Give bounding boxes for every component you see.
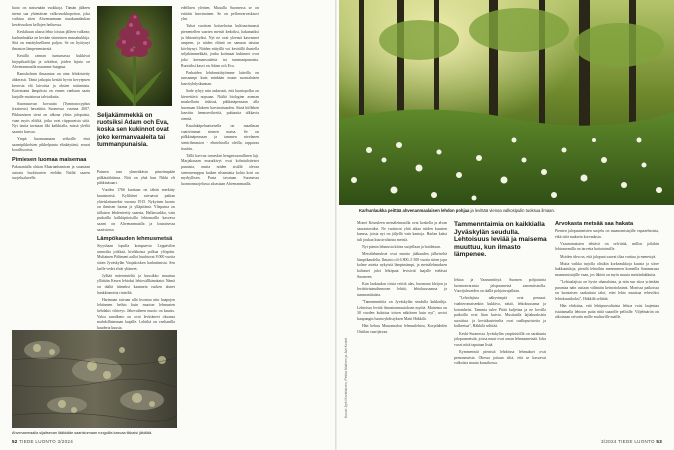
right-column-2 xyxy=(454,278,546,368)
body-paragraph: Parhaiden lehdonniittyömme laiteilla on runsaampi kuin minkään muun suomalaisen kasvityhdyskunnan. xyxy=(181,70,259,86)
issue-number: 3/2024 xyxy=(57,439,74,444)
body-paragraph: Tällä kavvaa tomeskin hengenvaarallinen laji. Marjakasaan muratkivyt ovat kolmiulotteiset punaista, mutta niiden sisällä olevaa sienenremppas kaiken nlsamiatta kohta koet on myrkyllisen. Pusta tavataan Suomessa luonnonsuojelussa aloastaan Ahvenanmaalla. xyxy=(181,153,259,186)
body-paragraph: Hän ehdottaa, että lehtipuuvaltaista lehtoa voisi laajentaa istuttamalla lehtoon puita niitä saaarille pelloille. Viljelmäriin on aikoinaan raivattu mölle multaville maille. xyxy=(555,304,659,320)
body-paragraph: "Tammenniiitta on Jyväskylän seudulla kukkailija. Lehtoissa leviää ilmastonmuutoksen myötä. Maisema on 30 vuoden kuluttua toisen näköinen kuin nyt", arvioi kaupungin luontoyhdistyksen Matti Häkkilä. xyxy=(357,300,447,321)
body-paragraph: Saarnasuvun kovuutta (Tymnonocyphus fraxineus) havaittiin Suomessa vuonna 2007. Pikkuruinen sieni on ulkona ylisin jalopuista, vaan myös elöiltä, jotka ovat riippuvaisia siitä. Nyt tautia tavataan liki kaikkialla, missä yleiltä saarnia kasvaa. xyxy=(12,101,90,134)
body-paragraph: Nyt pienin lehmusta kiitea suojellaan ja hoidetaan. xyxy=(362,244,441,249)
body-paragraph: Sade ryhyy niin ankarasti, että luontopolku on kierrettävä nopsaan. Näiltä biologien aseman maskellarin tiskissä, pähkinäpensaan alla huomaan lilokeen harvinaisuuden. Siinä kiilleken kasvitin hennonvihreitä, puhtautta ulkkavia siemiä. xyxy=(181,89,259,122)
subheading: Lämpökauden lehmusmetsä xyxy=(97,236,173,243)
body-paragraph: Jylhää mäenrinteltä ja kuusikko muuttuu yllättäin Keurn lehtoksi lehtovällkämätatoi Nämä on täältä itämeksi kaanneia ruoken alueet hankkinnoitta rinteiltä. xyxy=(97,273,175,295)
body-paragraph: Kasalakäpehaaisenella on maailman vaativimmat siemen maisa. Se on pälkkinäpensaan ja tammen nivelanen sienirihmaston - elintehtoilla oleilla; tappavaa itseään. xyxy=(181,124,259,151)
subheading: Pimiesen luomaa maisemaa xyxy=(12,156,87,163)
body-paragraph: Ramsholmin ilmaantua on aina lehdoistetty ahkerasti. Tämä jatkopiu kestää hyvin kevyepuen kerrosta elä latvoista ja oksien taittamista. Kuivatunta lämpöista on ennen vanhaan saatu karjalle muistorua talviaikatta. xyxy=(12,72,90,99)
body-paragraph: Keskikuun alussa lehto toistaa jälleen valkeaa; karhunlaukka on kevään viimeinen massakukkija. Sitä on ennätyksellinen paljon. Se on hyötynyt ilmaston lämpenemisestä. xyxy=(12,29,90,51)
caption-rest: ja levittää vienoa valkosipulin tuoksua ilmaan. xyxy=(470,208,555,213)
issue-number: 3/2024 xyxy=(600,439,617,444)
photo-credit: Kuvat: Jyrki Kortelainen, Pekka Malinen ja Jari Kostet xyxy=(344,337,348,418)
orchid-image xyxy=(97,6,172,106)
right-folio xyxy=(601,439,662,444)
tree-trunk-photo xyxy=(12,330,177,428)
right-column-3 xyxy=(555,221,659,323)
body-paragraph: luoto on sinisenään vuokkoja. Tämän jälkeen niemi saa yhtenäisen valkovuokkopeiton, joka vaihtuu siten Ahvenanmaan maakuntakukan kevätvuokon kellojen heiluessa. xyxy=(12,6,90,27)
magazine-name: TIEDE LUONTO xyxy=(19,439,56,444)
forest-photo-caption xyxy=(359,208,659,213)
body-paragraph: edellisen yleinen. Muualla Suomessa se on erittäin harvinainen. Se on pellonvarvaskasvi ylni. xyxy=(181,6,259,22)
subheading: Arvokasta metsää saa hakata xyxy=(555,221,634,227)
body-paragraph: Hän kehuu Muuramalon lehmuslehtoa, Korpilahden Oittilan vaarijärvaa. xyxy=(357,324,447,334)
body-paragraph: Vsaanomaisten tehtävä on selvittää, millon joilakin lehtoasemilla on tarvetta hoitotoimille. xyxy=(555,241,659,252)
page-number: 53 xyxy=(656,439,662,444)
right-column-1 xyxy=(357,221,447,337)
body-paragraph: Paimen taas yhmeäkäsin pimeämpään pälkästähtiinsa. Näit on yhtä kun Nikki eli pähkinäsaari. xyxy=(97,170,175,186)
body-paragraph: Hartmaan taivaan alla kvontaa niin haapojen lehtiamen heihto kuin muoton lehmusten hehdakis vihireys. Jäkevaiheen muoto on kaunis. Valoa sanalkeno on ovat levittäneet oksansa mahdollisimman laajalle. Lehtiltä on vaeltanilla kauderta kuusia. xyxy=(97,297,175,330)
orchid-photo xyxy=(97,6,172,106)
body-paragraph: Tuhat vuotisen kotiaehotus kulttuurimaasti pienentellen saarten metsät kedoiksi, hakamaiksi ja lehtoniityiksi. Nyt ne ovat yleensä kasvaneet umpeen, ja niiden eläinä on samaan taistun kövhtynyt. Näiden niityillä voi keväällä ihastella seljakämmekkää, jonka kotimaat kukinnot ovat joko kermanvaaleita tai tummanpunaisia. Ruotsiksi kasvi on Adam och Eva. xyxy=(181,24,259,68)
caption-lead: Karhunlaukka peittää ahvenanmaalaisen lehdon pohjaa xyxy=(359,208,470,213)
page-number: 52 xyxy=(12,439,18,444)
pull-quote-oak: Tammenntaimia on kaikkialla Jyväskylän seudulla. Lehtoisuus leviää ja maisema muuttuu, kun ilmasto lämpenee. xyxy=(454,221,547,259)
body-paragraph: Mutta vaikka tarjolla olisikin korkeaukkoja kuusia ja siirre hakkuutuloja, pienilä lehtoihin menemmen komeilla Sammarusa maanomistajille vaan, jos lähteä on myös muuta metsänhakkuita. xyxy=(555,261,659,278)
body-paragraph: Metsälehmukset ovat muisto jääkauden jälkeiseltä lämpökaudelta. Ilmasto oli 6 800–5 500 vuotta sitten jopa kolme astetta nykyistä lämpimämpi, ja metsälehmuksen kaltaiset jalot lehtipuut levisivät laajalle etelässä Suomeen. xyxy=(357,252,447,279)
body-paragraph: Pakasantalla ohitan Maarianhamiran ja suuntaan autosta huolitsarien eteläån Näiltä saaren suojelualueelle. xyxy=(12,164,90,181)
right-page xyxy=(337,0,674,450)
body-paragraph: "Lehtoalajisto on hyvin uhanalaista, ja niin suo sitoa yritetään parantaa näin ositaan välimäin keinottoksinni. Monissa paikoissa on luontaisen saakuttuia talot, ettei lehto muuttua rehevöksi lehtokuusikoksi", Häkkilä selittää. xyxy=(555,280,659,301)
body-paragraph: Ympä huomaamaan seikoille etuä saarnipikkelsien pikkelpunta elinkäytänä, seurat korallisorisia. xyxy=(12,137,90,153)
body-paragraph: Kymmenistä pienistä lehdoissa lehmukset ovat pensasmaisia. Ohessa joitaan siltä, että se kasvavat valkoista muuta kuusikossa. xyxy=(454,349,546,366)
left-column-1 xyxy=(12,6,90,183)
left-page xyxy=(0,0,336,450)
pull-quote-orchid: Seljakämmekkä on ruotsiksi Adam och Eva, koska sen kukinnot ovat joko kermanvaaleita tai tummanpunaisia. xyxy=(97,112,169,148)
body-paragraph: Monet Keuruleen metsäleimasilla ovat koskella ja alvan saurautavaksi. Ne varttuvat yhtä aikaa niiden kuusten kanssa, joista nyt on jäljellä vain kantoja. Harlan kaksi tuli joukaa kuusivaltaisia metsiä. xyxy=(357,221,447,242)
left-folio xyxy=(12,439,73,444)
body-paragraph: "Lehtolajista näkyvimpiä ovat pensaat: vaahteromaisenkin kukkiva, näsiä, lehtokuusama ja koiranheisi. Tammia tulee Pitää kuljettaa ja ne kovilla paikoilla ovat liian kuivia. Mustiaalla lajiakuuksista suosittua. ja kevätkusteiselta ovat oudlopuristeita ja kulkeetua", Häkkilä selittää. xyxy=(454,296,546,329)
body-paragraph: Vuoden 1766 karttaan on tähän merkitty kuusimetsä. Kyliläiset raivaavat paikan yhteislaitumeksi vuonna 1915. Nykyinen luonto on ihmisen luoma ja ylläpitämä. Ylispuina on tällaisen lehdenteetty saarnia, Hallarsarkka, vain purkailla kalkkipitoisilla lehtomailla kasvava saarni on Ahvenanmaalla ja lounaisessa saaristossa xyxy=(97,188,175,232)
magazine-name: TIEDE LUONTO xyxy=(618,439,655,444)
body-paragraph: Styyshaan lopulla kompuevio Leppävilen rannoilta jotkkaä, kivikkoina polkua ylöspäin. Multainen Pälämeni aallot huuhtovat 8 000 vuotta sitten Jyväskylän Vaajakosken harhutimista. Sen laelle vedet elvät yltäneet. xyxy=(97,244,176,271)
forest-photo xyxy=(339,0,674,205)
body-paragraph: Kesällä rannan tuntumassa kukkivat kirjopikarililjat ja orkideat, joiden lajisto on Ahvenanmaalla maamme huippua. xyxy=(12,53,90,70)
left-column-3 xyxy=(181,6,259,189)
forest-image xyxy=(339,0,674,205)
trunk-photo-caption: Ahvenanmaalla sijaitsevan lääkkään saaristomaan rungoilla kasvaa tikkaisi jäkälää. xyxy=(12,431,153,435)
body-paragraph: Keski-Suomessa Jyväskylän ympäristöllä on sarakunta jalopuumetsää, joissa muut ovat oman lehmusmetsää. Joka vuosi niitä tapataan lisää. xyxy=(454,331,546,347)
body-paragraph: Pienten jalopuumetsien suojelu on maanomistajille vapaaehtoista, eikä siitä makseta korvauksia. xyxy=(555,229,659,239)
body-paragraph: Kun lauksudon toista reittiä alas, huomaan kleijon ja levittäviainuihenosen lehtiä, lehtokuusaansa ja tummaniitaista. xyxy=(357,281,447,297)
tree-trunk-image xyxy=(12,330,177,428)
body-paragraph: lehtoa ja Vaarunniittyä. Suomen pohjoisinta luonnonvaraista jalopuumetsä sanomitsisolla. Vuorijalavaiden on täällä pohjoisrajallaan. xyxy=(454,278,546,294)
body-paragraph: Moiden idea on, että jalopuut saavat tilaa varttua ja menestyä. xyxy=(560,254,657,259)
left-column-2 xyxy=(97,170,175,333)
